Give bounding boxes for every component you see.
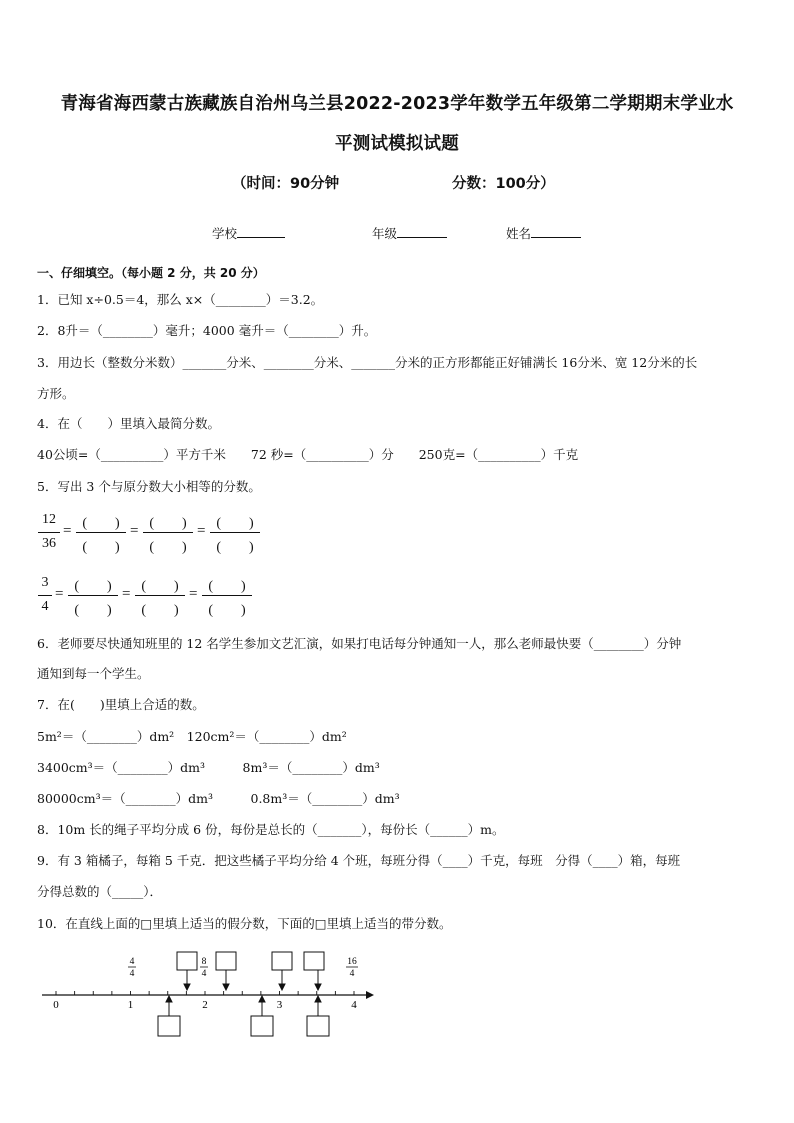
exam-score: 分数：100分）: [452, 176, 555, 192]
question-7-row1: 5m²＝（________）dm² 120cm²＝（________）dm²: [37, 729, 347, 744]
tick-label: 4: [351, 999, 357, 1011]
above-fraction-16-4: [346, 957, 358, 979]
equals-sign: =: [55, 586, 64, 602]
answer-box-below: [307, 1016, 329, 1036]
fraction-bar: [68, 595, 118, 596]
fraction-bar: [202, 595, 252, 596]
question-8: 8．10m 长的绳子平均分成 6 份，每份是总长的（_______），每份长（______）m。: [37, 822, 505, 837]
equals-sign: =: [63, 523, 72, 539]
blank-numerator[interactable]: ( ): [208, 579, 246, 594]
blank-numerator[interactable]: ( ): [82, 516, 120, 531]
question-1: 1．已知 x÷0.5＝4，那么 x×（________）＝3.2。: [37, 292, 324, 307]
svg-text:8: 8: [201, 957, 207, 967]
equals-sign: =: [122, 586, 131, 602]
question-9-line1: 9．有 3 箱橘子，每箱 5 千克．把这些橘子平均分给 4 个班，每班分得（____）千克，每班 分得（____）箱，每班: [37, 853, 681, 868]
exam-title-line2: 平测试模拟试题: [335, 134, 459, 154]
blank-numerator[interactable]: ( ): [74, 579, 112, 594]
fraction-row-2: [38, 575, 278, 621]
svg-text:16: 16: [347, 957, 357, 967]
question-9-line2: 分得总数的（_____）．: [37, 884, 163, 899]
name-blank[interactable]: [531, 225, 581, 238]
axis-arrow: [366, 991, 374, 999]
answer-box-above: [216, 952, 236, 970]
tick-label: 2: [202, 999, 208, 1011]
fraction-bar: [135, 595, 185, 596]
tick-label: 3: [276, 999, 283, 1011]
blank-denominator[interactable]: ( ): [216, 540, 254, 555]
above-fraction-4-4: [128, 957, 136, 979]
answer-box-above: [272, 952, 292, 970]
blank-denominator[interactable]: ( ): [74, 603, 112, 618]
exam-title-line1: 青海省海西蒙古族藏族自治州乌兰县2022-2023学年数学五年级第二学期期末学业水: [60, 94, 734, 114]
svg-text:4: 4: [349, 969, 355, 979]
fraction-row-1: [38, 512, 278, 558]
svg-text:4: 4: [201, 969, 207, 979]
fraction-bar: [143, 532, 193, 533]
answer-box-below: [251, 1016, 273, 1036]
question-6-line1: 6．老师要尽快通知班里的 12 名学生参加文艺汇演，如果打电话每分钟通知一人，那么老师最快要（________）分钟: [37, 636, 682, 651]
question-6-line2: 通知到每一个学生。: [37, 666, 150, 681]
tick-label: 1: [127, 999, 134, 1011]
name-field[interactable]: [506, 224, 581, 242]
fraction-denominator: 36: [42, 536, 56, 551]
question-3-line2: 方形。: [37, 386, 75, 401]
answer-box-above: [304, 952, 324, 970]
exam-time: （时间：90分钟: [232, 176, 340, 192]
fraction-denominator: 4: [41, 599, 49, 614]
question-4-items: 40公顷=（__________）平方千米 72 秒=（__________）分 250克=（__________）千克: [37, 447, 579, 462]
section-heading: 一、仔细填空。（每小题 2 分，共 20 分）: [37, 266, 265, 280]
grade-field[interactable]: [372, 224, 447, 242]
equals-sign: =: [130, 523, 139, 539]
blank-denominator[interactable]: ( ): [208, 603, 246, 618]
question-7: 7．在( )里填上合适的数。: [37, 697, 205, 712]
question-5: 5．写出 3 个与原分数大小相等的分数。: [37, 479, 261, 494]
above-fraction-8-4: [200, 957, 208, 979]
number-line-figure: [36, 944, 376, 1044]
question-4: 4．在（ ）里填入最简分数。: [37, 416, 220, 431]
svg-text:4: 4: [129, 957, 135, 967]
fraction-numerator: 3: [41, 575, 49, 590]
fraction-bar: [76, 532, 126, 533]
question-7-row3: 80000cm³＝（________）dm³ 0.8m³＝（________）dm³: [37, 791, 400, 806]
blank-numerator[interactable]: ( ): [141, 579, 179, 594]
fraction-numerator: 12: [42, 512, 56, 527]
grade-label: 年级: [372, 226, 398, 241]
fraction-bar: [38, 595, 52, 596]
svg-text:4: 4: [129, 969, 135, 979]
equals-sign: =: [197, 523, 206, 539]
fraction-bar: [38, 532, 60, 533]
blank-denominator[interactable]: ( ): [82, 540, 120, 555]
school-label: 学校: [212, 226, 238, 241]
school-field[interactable]: [212, 224, 285, 242]
fraction-bar: [210, 532, 260, 533]
question-2: 2．8升＝（________）毫升；4000 毫升＝（________）升。: [37, 323, 377, 338]
question-10: 10．在直线上面的□里填上适当的假分数，下面的□里填上适当的带分数。: [37, 916, 452, 931]
question-3-line1: 3．用边长（整数分米数）_______分米、________分米、_______分米的正方形都能正好铺满长 16分米、宽 12分米的长: [37, 355, 698, 370]
school-blank[interactable]: [237, 225, 285, 238]
blank-numerator[interactable]: ( ): [216, 516, 254, 531]
blank-denominator[interactable]: ( ): [141, 603, 179, 618]
blank-numerator[interactable]: ( ): [149, 516, 187, 531]
blank-denominator[interactable]: ( ): [149, 540, 187, 555]
equals-sign: =: [189, 586, 198, 602]
grade-blank[interactable]: [397, 225, 447, 238]
answer-box-above: [177, 952, 197, 970]
tick-label: 0: [53, 999, 59, 1011]
name-label: 姓名: [506, 226, 532, 241]
answer-box-below: [158, 1016, 180, 1036]
question-7-row2: 3400cm³＝（________）dm³ 8m³＝（________）dm³: [37, 760, 380, 775]
